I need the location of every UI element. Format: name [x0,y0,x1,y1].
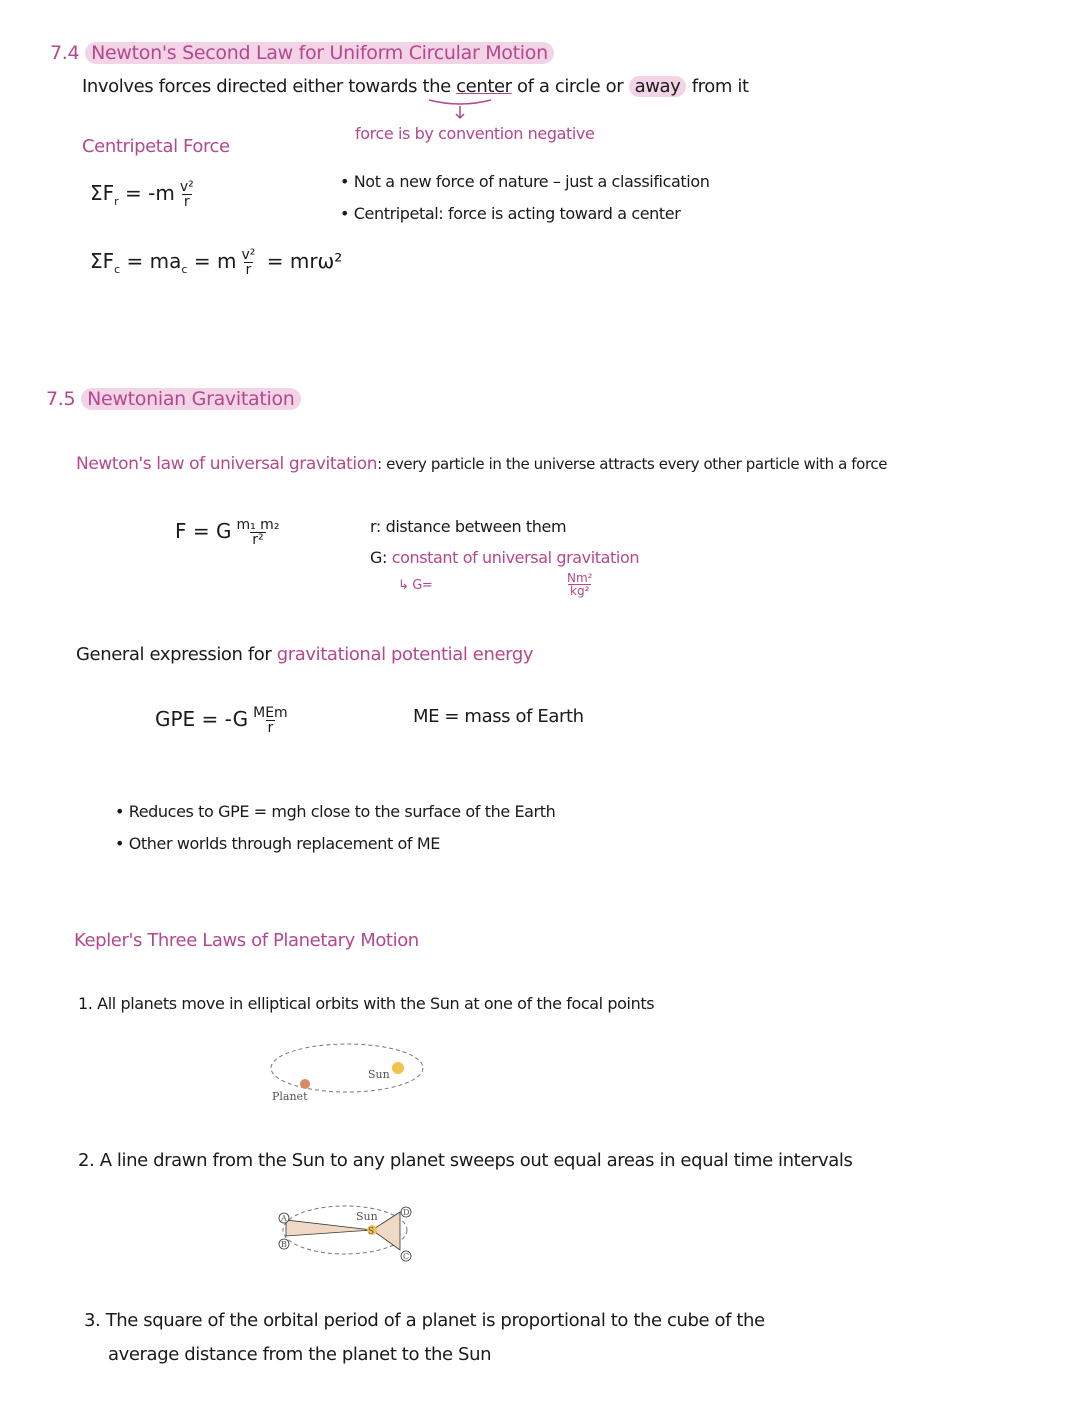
kepler-title: Kepler's Three Laws of Planetary Motion [74,930,419,951]
gravitation-equation: F = G $\frac{\text{m₁ m₂}}{\text{r²}}$ [175,517,280,548]
centripetal-equation-1: $\Sigma F_r = -m$ $\frac{\text{v²}}{r}$ [90,179,194,210]
r-definition: r: distance between them [370,517,567,536]
section-7-5-heading [46,388,301,410]
sun-icon [392,1062,404,1074]
centripetal-equation-2: $\Sigma F_c = ma_c = m$ $\frac{\text{v²}}{r}$ = mrω² [90,247,343,278]
section-number: 7.4 [50,42,80,64]
elliptical-orbit-figure [262,1036,432,1106]
kepler-law-3-line-1: 3. The square of the orbital period of a planet is proportional to the cube of the [84,1310,765,1331]
g-definition: G: constant of universal gravitation [370,548,640,567]
convention-note: force is by convention negative [355,124,595,143]
intro-center: center [456,76,512,97]
equal-areas-figure [272,1196,422,1266]
g-value: ↳ G= [398,578,433,593]
bullet-centripetal: • Centripetal: force is acting toward a center [340,204,680,223]
g-units: $\frac{\text{Nm²}}{\text{kg²}}$ [567,571,593,598]
section-title: Newtonian Gravitation [81,388,300,410]
point-d-label: D [403,1208,410,1217]
intro-suffix: from it [691,76,749,97]
gpe-intro: General expression for gravitational potential energy [76,644,534,665]
kepler-law-2: 2. A line drawn from the Sun to any planet sweeps out equal areas in equal time intervals [78,1150,853,1171]
law-text: : every particle in the universe attracts every other particle with a force [377,455,888,473]
kepler-law-1: 1. All planets move in elliptical orbits with the Sun at one of the focal points [78,994,655,1013]
center-arrow [425,98,495,122]
intro-mid: of a circle or [517,76,624,97]
intro-line [82,76,749,97]
kepler-law-3-line-2: average distance from the planet to the Sun [108,1344,492,1365]
planet-label: Planet [272,1090,308,1103]
gpe-equation: GPE = -G $\frac{\text{MEm}}{r}$ [155,705,288,736]
point-a-label: A [281,1214,287,1223]
centripetal-label: Centripetal Force [82,136,230,157]
sun-label: Sun [356,1210,378,1223]
point-c-label: C [403,1252,410,1261]
section-title: Newton's Second Law for Uniform Circular Motion [85,42,554,64]
sun-label: Sun [368,1068,390,1081]
intro-prefix: Involves forces directed either towards the [82,76,451,97]
law-universal-gravitation [76,454,887,474]
me-definition: ME = mass of Earth [413,706,584,727]
section-number: 7.5 [46,388,76,410]
point-b-label: B [281,1240,287,1249]
bullet-not-new-force: • Not a new force of nature – just a classification [340,172,709,191]
s-label: S [368,1227,375,1237]
bullet-other-worlds: • Other worlds through replacement of ME [115,834,440,853]
law-label: Newton's law of universal gravitation [76,454,378,474]
planet-icon [300,1079,310,1089]
bullet-reduces: • Reduces to GPE = mgh close to the surface of the Earth [115,802,555,821]
intro-away: away [629,76,687,97]
section-7-4-heading [50,42,554,64]
